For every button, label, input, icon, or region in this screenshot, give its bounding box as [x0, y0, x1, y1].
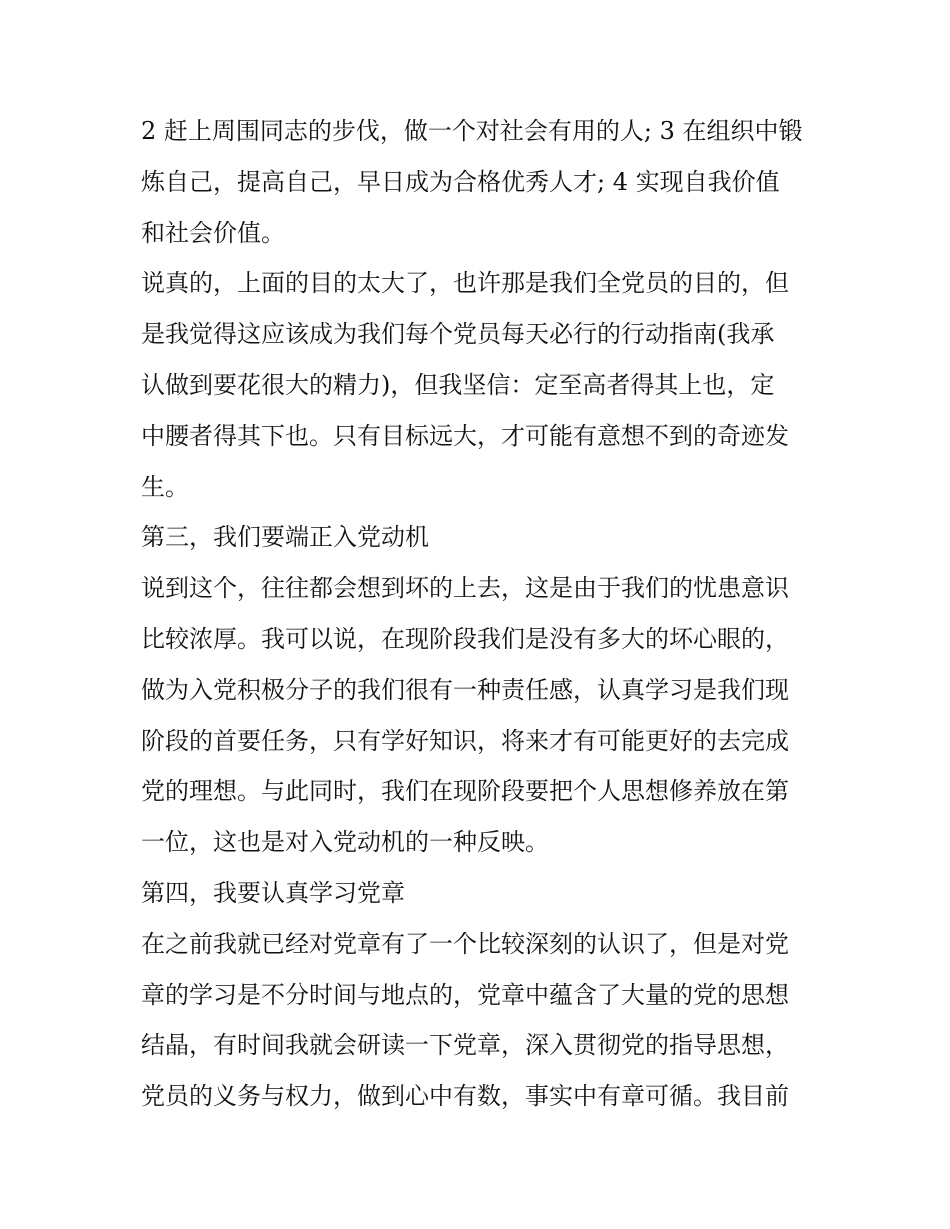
- text-line: 比较浓厚。我可以说，在现阶段我们是没有多大的坏心眼的，: [141, 624, 789, 653]
- text-line: 炼自己，提高自己，早日成为合格优秀人才; 4 实现自我价值: [141, 167, 780, 196]
- section-heading: 第三，我们要端正入党动机: [141, 523, 429, 552]
- text-line: 阶段的首要任务，只有学好知识，将来才有可能更好的去完成: [141, 726, 789, 755]
- text-line: 认做到要花很大的精力)，但我坚信：定至高者得其上也，定: [141, 370, 775, 399]
- text-line: 是我觉得这应该成为我们每个党员每天必行的行动指南(我承: [141, 320, 775, 349]
- section-heading: 第四，我要认真学习党章: [141, 878, 405, 907]
- text-line: 说到这个，往往都会想到坏的上去，这是由于我们的忧患意识: [141, 574, 789, 603]
- text-line: 党员的义务与权力，做到心中有数，事实中有章可循。我目前: [141, 1082, 789, 1111]
- text-line: 在之前我就已经对党章有了一个比较深刻的认识了，但是对党: [141, 929, 789, 958]
- text-line: 生。: [141, 472, 189, 501]
- text-line: 结晶，有时间我就会研读一下党章，深入贯彻党的指导思想，: [141, 1031, 789, 1060]
- text-line: 和社会价值。: [141, 218, 285, 247]
- document-body-text: [141, 106, 821, 1122]
- text-line: 说真的，上面的目的太大了，也许那是我们全党员的目的，但: [141, 269, 789, 298]
- text-line: 一位，这也是对入党动机的一种反映。: [141, 828, 549, 857]
- text-line: 中腰者得其下也。只有目标远大，才可能有意想不到的奇迹发: [141, 421, 789, 450]
- text-line: 2 赶上周围同志的步伐，做一个对社会有用的人; 3 在组织中锻: [141, 117, 803, 145]
- text-line: 章的学习是不分时间与地点的，党章中蕴含了大量的党的思想: [141, 980, 789, 1009]
- text-line: 党的理想。与此同时，我们在现阶段要把个人思想修养放在第: [141, 777, 789, 806]
- text-line: 做为入党积极分子的我们很有一种责任感，认真学习是我们现: [141, 675, 789, 704]
